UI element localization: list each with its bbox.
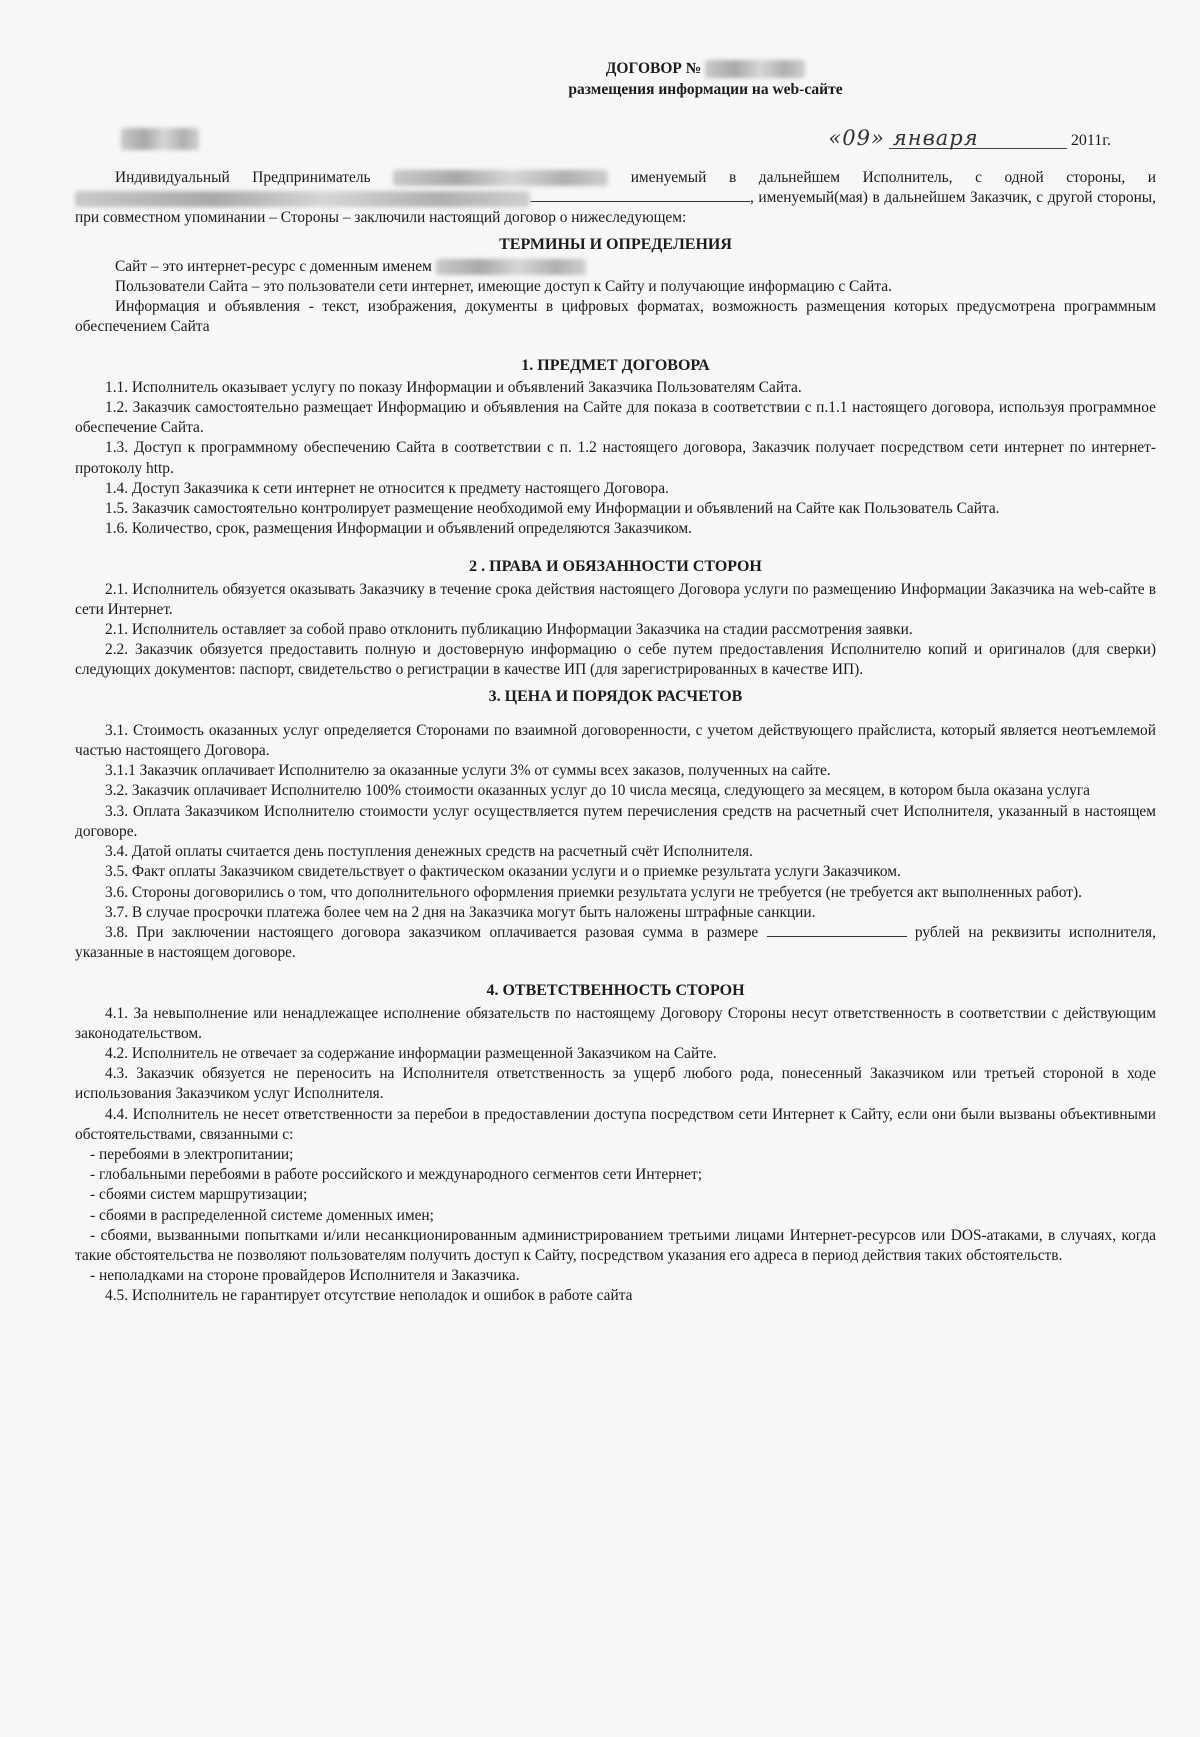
amount-blank — [767, 936, 907, 937]
clause-4-5: 4.5. Исполнитель не гарантирует отсутствие неполадок и ошибок в работе сайта — [105, 1287, 633, 1305]
redacted-executor-name — [393, 170, 608, 186]
list-item: - сбоями систем маршрутизации; — [90, 1186, 308, 1204]
clause-1-3: 1.3. Доступ к программному обеспечению Сайта в соответствии с п. 1.2 настоящего договора, Заказчик получает посредством сети интернет по интернет-протоколу http. — [75, 439, 1156, 477]
circumstances-list — [75, 1145, 1156, 1286]
clause-3-1-1: 3.1.1 Заказчик оплачивает Исполнителю за оказанные услуги 3% от суммы всех заказов, полученных на сайте. — [105, 762, 831, 780]
clause-1-2: 1.2. Заказчик самостоятельно размещает Информацию и объявления на Сайте для показа в соответствии с п.1.1 настоящего договора, используя программное обеспечение Сайта. — [75, 399, 1156, 437]
title-subtitle: размещения информации на web-сайте — [568, 81, 843, 98]
list-item: - перебоями в электропитании; — [90, 1145, 294, 1163]
clause-2-1: 2.1. Исполнитель обязуется оказывать Заказчику в течение срока действия настоящего Договора услуги по размещению Информации Заказчика на web-сайте в сети Интернет. — [75, 580, 1156, 618]
clause-3-8: 3.8. При заключении настоящего договора заказчиком оплачивается разовая сумма в размере рублей на реквизиты исполнителя, указанные в настоящем договоре. — [75, 923, 1156, 962]
intro-paragraph: Индивидуальный Предприниматель именуемый в дальнейшем Исполнитель, с одной стороны, и , именуемый(мая) в дальнейшем Заказчик, с другой стороны, при совместном упоминании – Стороны – заключили настоящий договор о нижеследующем: — [75, 169, 1156, 227]
section4-heading: 4. ОТВЕТСТВЕННОСТЬ СТОРОН — [486, 982, 745, 1000]
clause-3-2: 3.2. Заказчик оплачивает Исполнителю 100% стоимости оказанных услуг до 10 числа месяца, следующего за месяцем, в котором была оказана услуга — [105, 782, 1090, 800]
terms-heading: ТЕРМИНЫ И ОПРЕДЕЛЕНИЯ — [499, 235, 732, 253]
term-info: Информация и объявления - текст, изображения, документы в цифровых форматах, возможность размещения которых предусмотрена программным обеспечением Сайта — [75, 298, 1156, 336]
clause-2-2: 2.2. Заказчик обязуется предоставить полную и достоверную информацию о себе путем предоставления Исполнителю копий и оригиналов (для сверки) следующих документов: паспорт, свидетельство о регистрации в качестве ИП (для зарегистрированных в качестве ИП). — [75, 641, 1156, 679]
section1-heading: 1. ПРЕДМЕТ ДОГОВОРА — [521, 356, 710, 374]
list-item: - неполадками на стороне провайдеров Исполнителя и Заказчика. — [90, 1267, 520, 1285]
place-date-row — [75, 118, 1156, 164]
date-day: 09 — [842, 126, 871, 150]
customer-name-blank — [530, 201, 750, 202]
redacted-domain — [436, 259, 586, 275]
clause-1-4: 1.4. Доступ Заказчика к сети интернет не относится к предмету настоящего Договора. — [105, 479, 669, 497]
clause-3-6: 3.6. Стороны договорились о том, что дополнительного оформления приемки результата услуги не требуется (не требуется акт выполненных работ). — [105, 883, 1082, 901]
section2-heading: 2 . ПРАВА И ОБЯЗАННОСТИ СТОРОН — [469, 558, 762, 576]
date-month: января — [889, 128, 1067, 149]
clause-1-5: 1.5. Заказчик самостоятельно контролирует размещение необходимой ему Информации и объявлений на Сайте как Пользователь Сайта. — [105, 500, 1000, 518]
clause-3-5: 3.5. Факт оплаты Заказчиком свидетельствует о фактическом оказании услуги и о приемке результата услуги Заказчиком. — [105, 863, 901, 881]
clause-3-1: 3.1. Стоимость оказанных услуг определяется Сторонами по взаимной договоренности, с учетом действующего прайслиста, который является неотъемлемой частью настоящего Договора. — [75, 721, 1156, 760]
list-item: - глобальными перебоями в работе российского и международного сегментов сети Интернет; — [90, 1166, 702, 1184]
contract-date: «09» января 2011г. — [828, 126, 1111, 150]
clause-1-6: 1.6. Количество, срок, размещения Информации и объявлений определяются Заказчиком. — [105, 520, 692, 538]
clause-4-1: 4.1. За невыполнение или ненадлежащее исполнение обязательств по настоящему Договору Стороны несут ответственность в соответствии с действующим законодательством. — [75, 1004, 1156, 1042]
term-site: Сайт – это интернет-ресурс с доменным именем — [75, 257, 1156, 277]
redacted-contract-number — [705, 60, 805, 78]
section3-heading: 3. ЦЕНА И ПОРЯДОК РАСЧЕТОВ — [488, 687, 743, 705]
list-item: - сбоями, вызванными попытками и/или несанкционированным администрированием третьими лицами Интернет-ресурсов или DOS-атаками, в случаях, когда такие обстоятельства не позволяют пользователям получить доступ к Сайту, посредством указания его адреса в период действия таких обстоятельств. — [75, 1226, 1156, 1264]
clause-4-2: 4.2. Исполнитель не отвечает за содержание информации размещенной Заказчиком на Сайте. — [105, 1044, 717, 1062]
clause-1-1: 1.1. Исполнитель оказывает услугу по показу Информации и объявлений Заказчика Пользователям Сайта. — [105, 378, 802, 396]
term-users: Пользователи Сайта – это пользователи сети интернет, имеющие доступ к Сайту и получающие информацию с Сайта. — [115, 278, 892, 296]
title-number-label: ДОГОВОР № — [605, 60, 702, 77]
clause-3-3: 3.3. Оплата Заказчиком Исполнителю стоимости услуг осуществляется путем перечисления средств на расчетный счет Исполнителя, указанный в настоящем договоре. — [75, 802, 1156, 840]
redacted-customer-name — [75, 191, 530, 207]
clause-3-4: 3.4. Датой оплаты считается день поступления денежных средств на расчетный счёт Исполнителя. — [105, 843, 753, 861]
list-item: - сбоями в распределенной системе доменных имен; — [90, 1206, 434, 1224]
clause-4-3: 4.3. Заказчик обязуется не переносить на Исполнителя ответственность за ущерб любого рода, понесенный Заказчиком или третьей стороной в ходе использования Заказчиком услуг Исполнителя. — [75, 1065, 1156, 1103]
date-year: 2011г. — [1070, 132, 1111, 149]
clause-3-7: 3.7. В случае просрочки платежа более чем на 2 дня на Заказчика могут быть наложены штрафные санкции. — [105, 903, 816, 921]
clause-4-4: 4.4. Исполнитель не несет ответственности за перебои в предоставлении доступа посредством сети Интернет к Сайту, если они были вызваны объективными обстоятельствами, связанными с: — [75, 1105, 1156, 1143]
clause-2-1b: 2.1. Исполнитель оставляет за собой право отклонить публикацию Информации Заказчика на стадии рассмотрения заявки. — [105, 621, 913, 639]
redacted-city — [121, 128, 199, 150]
contract-title — [75, 58, 1156, 100]
